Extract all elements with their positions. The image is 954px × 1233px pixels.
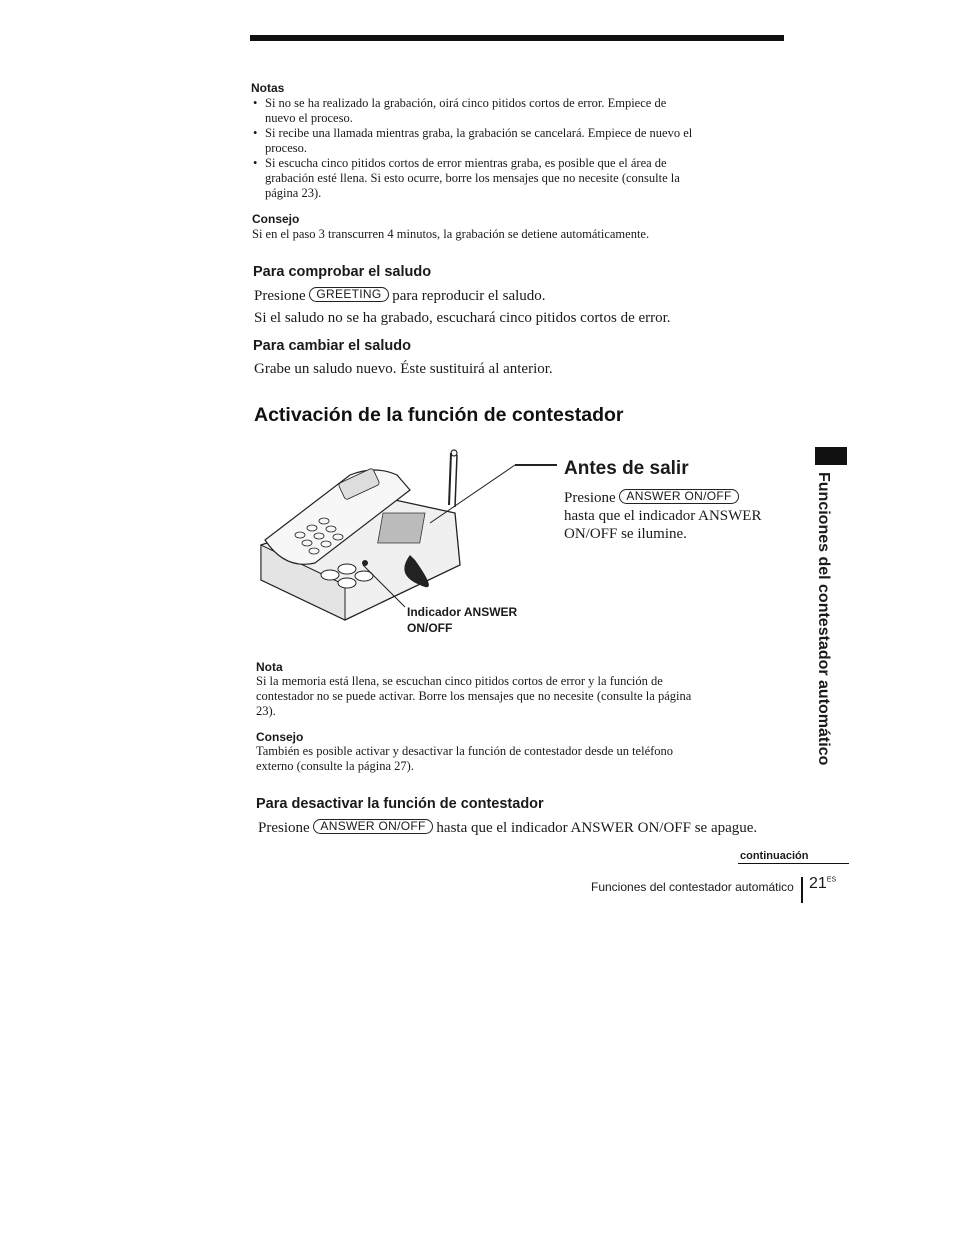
comprobar-pre: Presione [254, 288, 306, 304]
antes-line3: ON/OFF se ilumine. [564, 526, 687, 542]
side-tab-label: Funciones del contestador automático [815, 472, 832, 766]
comprobar-heading: Para comprobar el saludo [253, 264, 432, 280]
continuacion-rule [738, 863, 849, 864]
side-tab-marker [815, 447, 847, 465]
callout-line1: Indicador ANSWER [407, 605, 518, 619]
page-number [809, 875, 836, 893]
consejo-text: Si en el paso 3 transcurren 4 minutos, la grabación se detiene automáticamente. [252, 227, 650, 241]
answer-key: ANSWER ON/OFF [313, 819, 432, 834]
desactivar-post: hasta que el indicador ANSWER ON/OFF se apague. [436, 820, 758, 836]
continuacion-label: continuación [740, 850, 809, 862]
comprobar-line [254, 287, 546, 305]
greeting-key: GREETING [309, 287, 388, 302]
antes-heading: Antes de salir [564, 458, 689, 479]
antes-line2: hasta que el indicador ANSWER [564, 508, 762, 524]
indicator-callout [407, 604, 517, 636]
cambiar-heading: Para cambiar el saludo [253, 338, 411, 354]
callout-line2: ON/OFF [407, 621, 453, 635]
consejo2-text: También es posible activar y desactivar la función de contestador desde un teléfono externo (consulte la página 27). [256, 744, 674, 773]
footer-divider [801, 877, 803, 903]
footer-section: Funciones del contestador automático [591, 880, 794, 894]
nota-text: Si la memoria está llena, se escuchan cinco pitidos cortos de error y la función de contestador no se puede activar. Borre los mensajes que no necesite (consulte la página 23). [256, 674, 692, 718]
desactivar-pre: Presione [258, 820, 310, 836]
answer-key: ANSWER ON/OFF [619, 489, 738, 504]
list-item: • Si recibe una llamada mientras graba, la grabación se cancelará. Empiece de nuevo el proceso. [253, 126, 693, 156]
comprobar-post: para reproducir el saludo. [392, 288, 546, 304]
list-item: • Si no se ha realizado la grabación, oirá cinco pitidos cortos de error. Empiece de nuevo el proceso. [253, 96, 693, 126]
list-item: • Si escucha cinco pitidos cortos de error mientras graba, es posible que el área de grabación esté llena. Si esto ocurre, borre los mensajes que no necesite (consulte la página 23). [253, 156, 693, 201]
notas-list [253, 96, 693, 201]
page-number-value: 21 [809, 875, 827, 892]
desactivar-heading: Para desactivar la función de contestador [256, 796, 544, 812]
antes-pre: Presione [564, 490, 616, 506]
nota-heading: Nota [256, 660, 283, 674]
cambiar-text: Grabe un saludo nuevo. Éste sustituirá al anterior. [254, 361, 553, 377]
consejo-heading: Consejo [252, 212, 300, 226]
comprobar-line2: Si el saludo no se ha grabado, escuchará cinco pitidos cortos de error. [254, 310, 671, 326]
consejo2-heading: Consejo [256, 730, 304, 744]
top-rule [250, 35, 784, 41]
antes-line1 [564, 489, 739, 507]
desactivar-line [258, 819, 757, 837]
notas-heading: Notas [251, 81, 285, 95]
page-number-suffix: ES [826, 876, 837, 884]
section-title: Activación de la función de contestador [254, 404, 624, 426]
